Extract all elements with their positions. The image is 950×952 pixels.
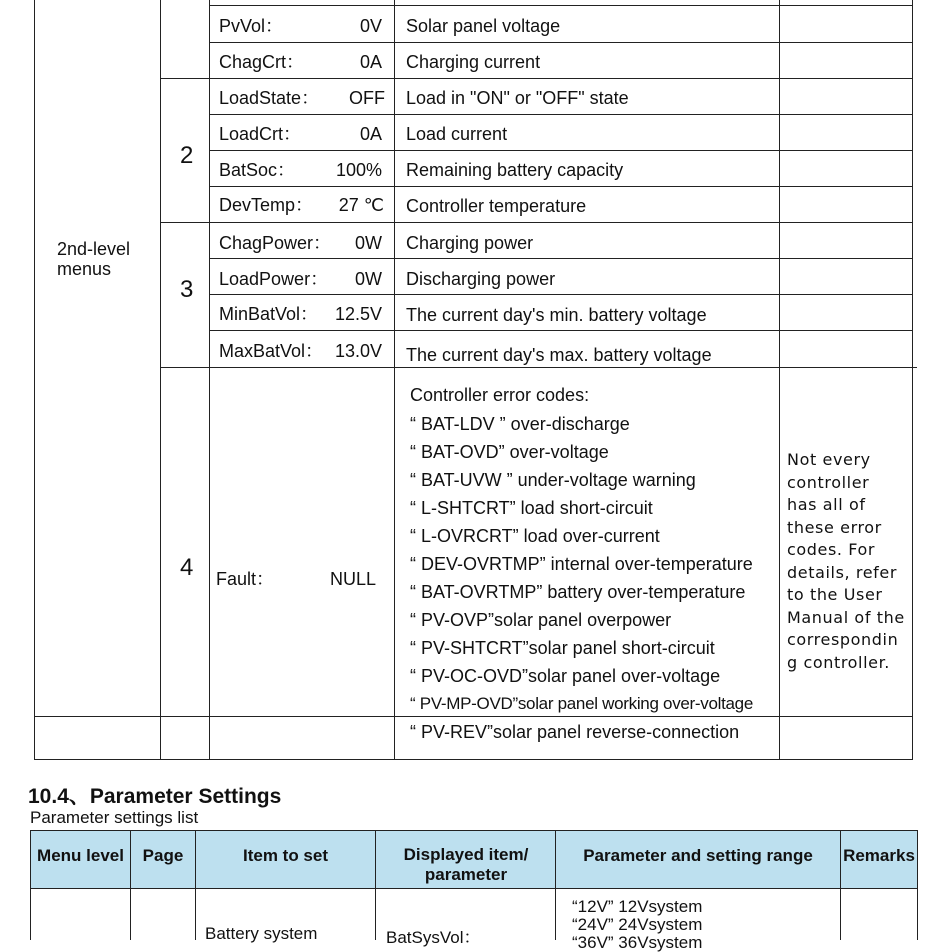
group-label — [57, 239, 147, 279]
remark-note: Not every controller has all of these error codes. For details, refer to the User Manual of the correspondin g controller. — [787, 450, 905, 672]
fault-label: Fault： — [216, 569, 275, 589]
error-code-item: “ PV-OC-OVD”solar panel over-voltage — [410, 666, 721, 686]
item-value: 100% — [335, 160, 382, 180]
table-border — [209, 150, 913, 151]
error-code-item: “ DEV-OVRTMP” internal over-temperature — [410, 554, 753, 574]
section-title: 10.4、Parameter Settings — [28, 785, 282, 808]
item-label: MaxBatVol： — [219, 341, 324, 361]
item-label: LoadCrt： — [219, 124, 302, 144]
fault-value: NULL — [329, 569, 376, 589]
item-description: Load in "ON" or "OFF" state — [406, 88, 629, 108]
table-border — [209, 330, 913, 331]
error-code-item: “ PV-OVP”solar panel overpower — [410, 610, 672, 630]
page-number: 4 — [180, 554, 194, 581]
error-code-item: “ PV-MP-OVD”solar panel working over-voltage — [410, 694, 753, 713]
column-header-page: Page — [142, 846, 184, 865]
column-header-remarks: Remarks — [843, 846, 915, 865]
table-border — [209, 114, 913, 115]
table-border — [30, 830, 918, 831]
item-value: 0A — [359, 52, 382, 72]
param-range-line: “24V” 24Vsystem — [572, 915, 703, 934]
section-subtitle: Parameter settings list — [30, 808, 199, 827]
table-border — [375, 830, 376, 940]
table-border — [34, 716, 913, 717]
item-label: ChagCrt： — [219, 52, 305, 72]
item-description: Discharging power — [406, 269, 556, 289]
column-header-parameter-range: Parameter and setting range — [583, 846, 813, 865]
table-border — [34, 0, 35, 760]
item-description: Charging power — [406, 233, 534, 253]
column-header-item-to-set: Item to set — [242, 846, 329, 865]
table-border — [34, 759, 913, 760]
item-value: 0W — [355, 233, 382, 253]
item-value: 12.5V — [334, 304, 382, 324]
item-label: BatSoc： — [219, 160, 296, 180]
item-description: Controller temperature — [406, 196, 587, 216]
param-item-to-set: Battery system — [205, 924, 318, 943]
item-label: LoadPower： — [219, 269, 329, 289]
item-value: 0W — [355, 269, 382, 289]
group-label-text: 2nd-level menus — [57, 239, 131, 279]
item-label: ChagPower： — [219, 233, 332, 253]
page-number: 3 — [180, 276, 194, 303]
error-codes-title: Controller error codes: — [410, 385, 590, 405]
error-code-item: “ BAT-OVD” over-voltage — [410, 442, 609, 462]
item-label: DevTemp： — [219, 195, 314, 215]
column-header-menu-level: Menu level — [37, 846, 124, 865]
table-border — [160, 0, 161, 760]
item-description: Charging current — [406, 52, 541, 72]
table-border — [209, 5, 913, 6]
param-range-line: “12V” 12Vsystem — [572, 897, 703, 916]
table-border — [209, 42, 913, 43]
item-description: Load current — [406, 124, 508, 144]
item-description: Solar panel voltage — [406, 16, 561, 36]
error-code-item: “ L-OVRCRT” load over-current — [410, 526, 660, 546]
table-border — [30, 888, 918, 889]
error-code-item: “ PV-SHTCRT”solar panel short-circuit — [410, 638, 715, 658]
item-description: The current day's max. battery voltage — [406, 345, 712, 365]
param-range-line: “36V” 36Vsystem — [572, 933, 703, 952]
item-value: 0V — [359, 16, 382, 36]
item-label: PvVol： — [219, 16, 284, 36]
page-number: 2 — [180, 142, 194, 169]
table-border — [160, 222, 913, 223]
item-label: LoadState： — [219, 88, 320, 108]
error-code-item: “ BAT-OVRTMP” battery over-temperature — [410, 582, 746, 602]
item-label: MinBatVol： — [219, 304, 319, 324]
item-value: OFF — [349, 88, 385, 108]
table-border — [209, 294, 913, 295]
item-description: The current day's min. battery voltage — [406, 305, 707, 325]
table-border — [160, 78, 913, 79]
item-description: Remaining battery capacity — [406, 160, 624, 180]
param-displayed-item: BatSysVol： — [386, 928, 481, 947]
error-code-item: “ BAT-UVW ” under-voltage warning — [410, 470, 696, 490]
table-border — [209, 258, 913, 259]
table-border — [917, 830, 918, 940]
item-value: 27 ℃ — [338, 195, 384, 215]
column-header-displayed-item: Displayed item/ parameter — [403, 845, 529, 884]
error-code-item: “ PV-REV”solar panel reverse-connection — [410, 722, 740, 742]
error-code-item: “ L-SHTCRT” load short-circuit — [410, 498, 653, 518]
table-border — [160, 367, 917, 368]
error-code-item: “ BAT-LDV ” over-discharge — [410, 414, 630, 434]
item-value: 13.0V — [334, 341, 382, 361]
item-value: 0A — [359, 124, 382, 144]
table-border — [209, 186, 913, 187]
